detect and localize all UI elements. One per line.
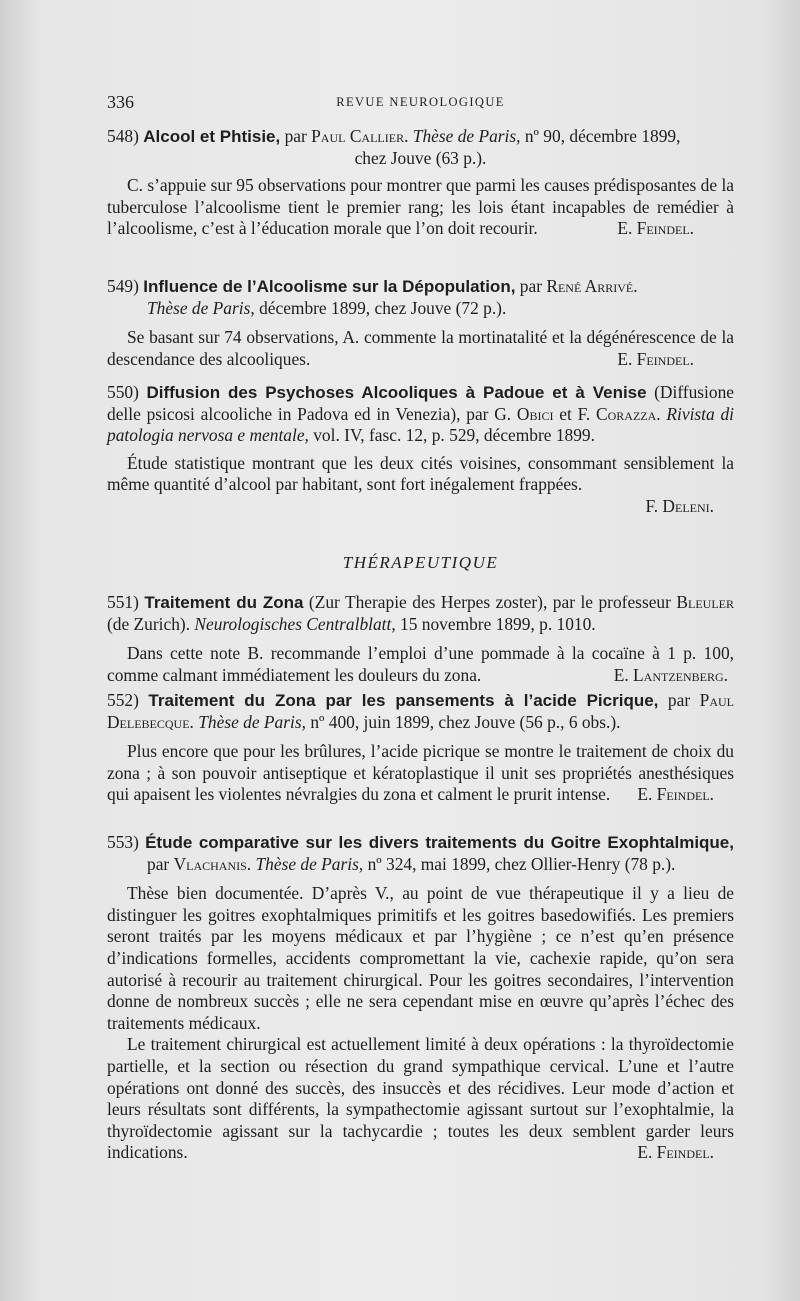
entry-551 [107,592,734,686]
entry-reference [107,276,734,319]
reference-text: (Diffusione delle psicosi alcooliche in Padova ed in Venezia), par [107,382,734,424]
entry-title: Traitement du Zona par les pansements à l’acide Picrique, [148,691,659,710]
signature: F. Deleni. [645,495,714,516]
entry-number: 550) [107,382,139,402]
reference-text: par [658,690,700,710]
reference-text: 15 novembre 1899, p. 1010. [395,613,596,634]
entry-reference [107,382,734,447]
entry-body: Thèse bien documentée. D’après V., au point de vue thérapeutique il y a lieu de distinguer les goitres exophtalmiques primitifs et les goitres basedowifiés. Les premiers seront traités par les moyens médicaux et par l’hygiène ; ce n’est qu’en présence d’indications formelles, accidents compromettant la vie, cachexie rapide, qu’on sera autorisé à recourir au traitement chirurgical. Pour les goitres secondaires, l’intervention donne de nombreux succès ; elle ne sera cependant mise en œuvre qu’après l’échec des traitements médicaux. [107,883,734,1033]
entry-number: 553) [107,832,139,852]
entry-body: Le traitement chirurgical est actuellement limité à deux opérations : la thyroïdectomie partielle, et la section ou résection du grand sympathique cervical. L’une et l’autre opérations ont donné des succès, des insuccès et des récidives. Leur mode d’action et leurs résultats sont différents, la sympathectomie agissant surtout sur l’exophtalmie, la thyroïdectomie agissant sur la tachycardie ; toutes les deux semblent garder leurs indications. [107,1034,734,1163]
reference-continuation: chez Jouve (63 p.). [354,147,487,168]
page-number: 336 [107,92,134,112]
entry-549 [107,276,734,370]
signature: E. Feindel. [617,348,694,369]
entry-reference [107,832,734,875]
entry-548 [107,126,734,240]
publication-title: Thèse de Paris, [408,126,521,146]
signature: E. Feindel. [617,218,694,239]
entry-reference [107,592,734,635]
entry-number: 552) [107,690,139,710]
signature: E. Feindel. [637,784,714,805]
entry-title: Influence de l’Alcoolisme sur la Dépopulation, [143,277,516,296]
entry-553 [107,832,734,1164]
entry-552 [107,690,734,806]
publication-title: Rivista di patologia nervosa e mentale, [107,403,734,446]
entry-body: Étude statistique montrant que les deux cités voisines, consommant sensiblement la même quantité d’alcool par habitant, sont fort inégalement frappées. [107,452,734,495]
entry-reference [107,126,734,148]
entry-body: Se basant sur 74 observations, A. commente la mortinatalité et la dégénérescence de la descendance des alcooliques. [107,327,734,369]
entry-title: Traitement du Zona [144,593,304,612]
reference-text: nº 324, mai 1899, chez Ollier-Henry (78 p.). [363,853,676,874]
author-name: Bleuler [676,592,734,612]
author-name: F. Corazza. [577,403,661,424]
entry-550 [107,382,734,518]
entry-number: 549) [107,276,139,296]
reference-text: par [147,853,174,874]
publication-title: Neurologisches Centralblatt, [190,613,396,634]
author-name: Paul Callier. [311,126,409,146]
author-name: Vlachanis. [173,853,252,874]
author-name: René Arrivé. [546,276,638,296]
reference-text: nº 400, juin 1899, chez Jouve (56 p., 6 obs.). [305,711,621,732]
reference-text: par [515,276,547,296]
running-title: REVUE NEUROLOGIQUE [336,95,505,109]
signature: E. Feindel. [637,1142,714,1163]
reference-text: et [553,403,578,424]
author-name: Paul Delebecque. [107,690,734,732]
section-title: THÉRAPEUTIQUE [342,553,499,572]
signature: E. Lantzenberg. [613,664,728,685]
publication-title: Thèse de Paris, [147,297,255,318]
publication-title: Thèse de Paris, [251,853,364,874]
page-header [107,92,734,114]
entry-body: Plus encore que pour les brûlures, l’acide picrique se montre le traitement de choix du zona ; à son pouvoir antiseptique et kératoplastique il unit ses propriétés anesthésiques qui apaisent les violentes névralgies du zona et calment le prurit intense. [107,741,734,805]
reference-text: (Zur Therapie des Herpes zoster), par le professeur [303,592,677,612]
reference-text: par [280,126,312,146]
entry-reference [107,690,734,733]
author-name: G. Obici [494,403,554,424]
entry-title: Alcool et Phtisie, [143,127,281,146]
entry-title: Étude comparative sur les divers traitements du Goitre Exophtalmique, [145,833,734,852]
entry-number: 551) [107,592,139,612]
entry-body: Dans cette note B. recommande l’emploi d’une pommade à la cocaïne à 1 p. 100, comme calmant immédiatement les douleurs du zona. [107,643,734,685]
reference-text: vol. IV, fasc. 12, p. 529, décembre 1899. [308,425,595,446]
reference-text: nº 90, décembre 1899, [520,126,681,146]
publication-title: Thèse de Paris, [193,711,306,732]
entry-number: 548) [107,126,139,146]
reference-text: décembre 1899, chez Jouve (72 p.). [254,297,507,318]
entry-title: Diffusion des Psychoses Alcooliques à Padoue et à Venise [146,383,647,402]
entry-body: C. s’appuie sur 95 observations pour montrer que parmi les causes prédisposantes de la tuberculose l’alcoolisme tient le premier rang; les lois étant incapables de remédier à l’alcoolisme, c’est à l’éducation morale que l’on doit recourir. [107,175,734,239]
reference-text: (de Zurich). [107,613,191,634]
